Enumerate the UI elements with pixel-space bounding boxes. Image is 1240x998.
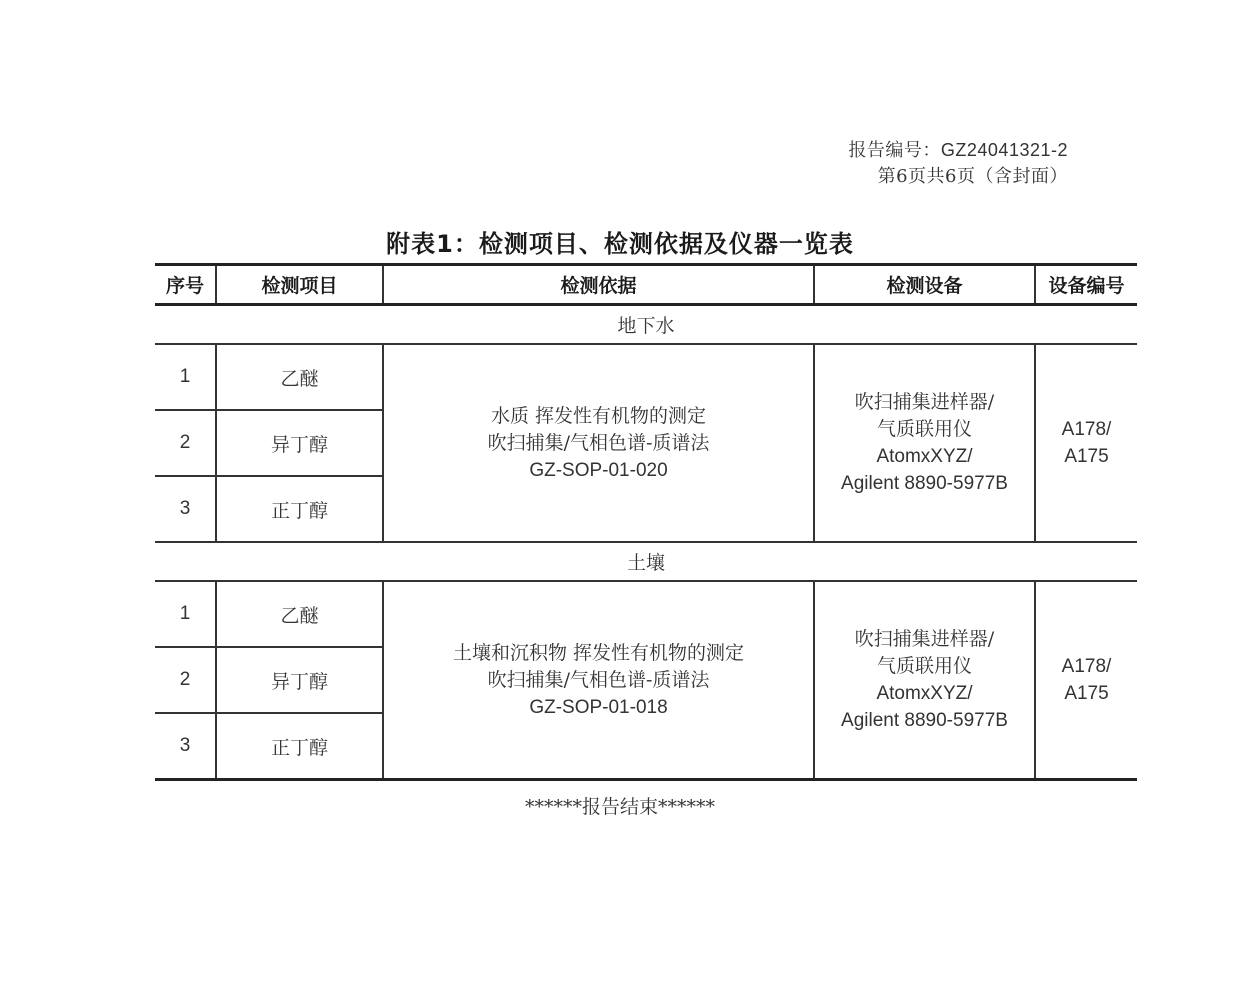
equipment-cell <box>814 581 1035 780</box>
basis-line: 吹扫捕集/气相色谱-质谱法 <box>487 668 710 691</box>
row-item: 乙醚 <box>216 581 383 647</box>
row-no: 3 <box>155 713 216 780</box>
equipment-no-line: A178/ <box>1061 656 1112 677</box>
section-title: 土壤 <box>155 542 1137 581</box>
table-header-row <box>155 265 1137 305</box>
table-row <box>155 344 1137 410</box>
equipment-line: AtomxXYZ/ <box>876 446 973 467</box>
basis-code: GZ-SOP-01-020 <box>529 459 668 481</box>
row-item: 乙醚 <box>216 344 383 410</box>
header-equipment-no: 设备编号 <box>1035 265 1137 305</box>
equipment-no-line: A178/ <box>1061 419 1112 440</box>
report-number-value: GZ24041321-2 <box>940 140 1068 160</box>
row-no: 2 <box>155 410 216 476</box>
basis-code: GZ-SOP-01-018 <box>529 696 668 718</box>
equipment-line: 吹扫捕集进样器/ <box>854 628 995 650</box>
header-item: 检测项目 <box>216 265 383 305</box>
basis-line: 吹扫捕集/气相色谱-质谱法 <box>487 431 710 454</box>
row-no: 1 <box>155 581 216 647</box>
basis-line: 土壤和沉积物 挥发性有机物的测定 <box>452 641 745 664</box>
equipment-no-cell <box>1035 581 1137 780</box>
equipment-no-line: A175 <box>1064 446 1109 467</box>
row-item: 正丁醇 <box>216 476 383 542</box>
equipment-no-cell <box>1035 344 1137 542</box>
equipment-no-line: A175 <box>1064 683 1109 704</box>
header-equipment: 检测设备 <box>814 265 1035 305</box>
equipment-cell <box>814 344 1035 542</box>
equipment-line: 吹扫捕集进样器/ <box>854 391 995 413</box>
section-title: 地下水 <box>155 305 1137 345</box>
section-row-soil <box>155 542 1137 581</box>
basis-line: 水质 挥发性有机物的测定 <box>490 404 707 427</box>
inspection-table <box>155 263 1137 781</box>
basis-cell <box>383 344 814 542</box>
page-title: 附表1：检测项目、检测依据及仪器一览表 <box>386 230 854 258</box>
header-basis: 检测依据 <box>383 265 814 305</box>
section-row-groundwater <box>155 305 1137 345</box>
report-number-label: 报告编号： <box>848 140 941 161</box>
report-end-marker: ******报告结束****** <box>524 796 715 818</box>
equipment-line: AtomxXYZ/ <box>876 683 973 704</box>
equipment-line: 气质联用仪 <box>876 655 972 677</box>
table-row <box>155 581 1137 647</box>
page-info: 第6页共6页（含封面） <box>877 166 1068 187</box>
row-no: 2 <box>155 647 216 713</box>
row-no: 1 <box>155 344 216 410</box>
header-no: 序号 <box>155 265 216 305</box>
row-item: 异丁醇 <box>216 410 383 476</box>
equipment-line: Agilent 8890-5977B <box>841 710 1008 731</box>
row-no: 3 <box>155 476 216 542</box>
row-item: 正丁醇 <box>216 713 383 780</box>
row-item: 异丁醇 <box>216 647 383 713</box>
equipment-line: 气质联用仪 <box>876 418 972 440</box>
report-number <box>848 136 1068 162</box>
equipment-line: Agilent 8890-5977B <box>841 473 1008 494</box>
basis-cell <box>383 581 814 780</box>
